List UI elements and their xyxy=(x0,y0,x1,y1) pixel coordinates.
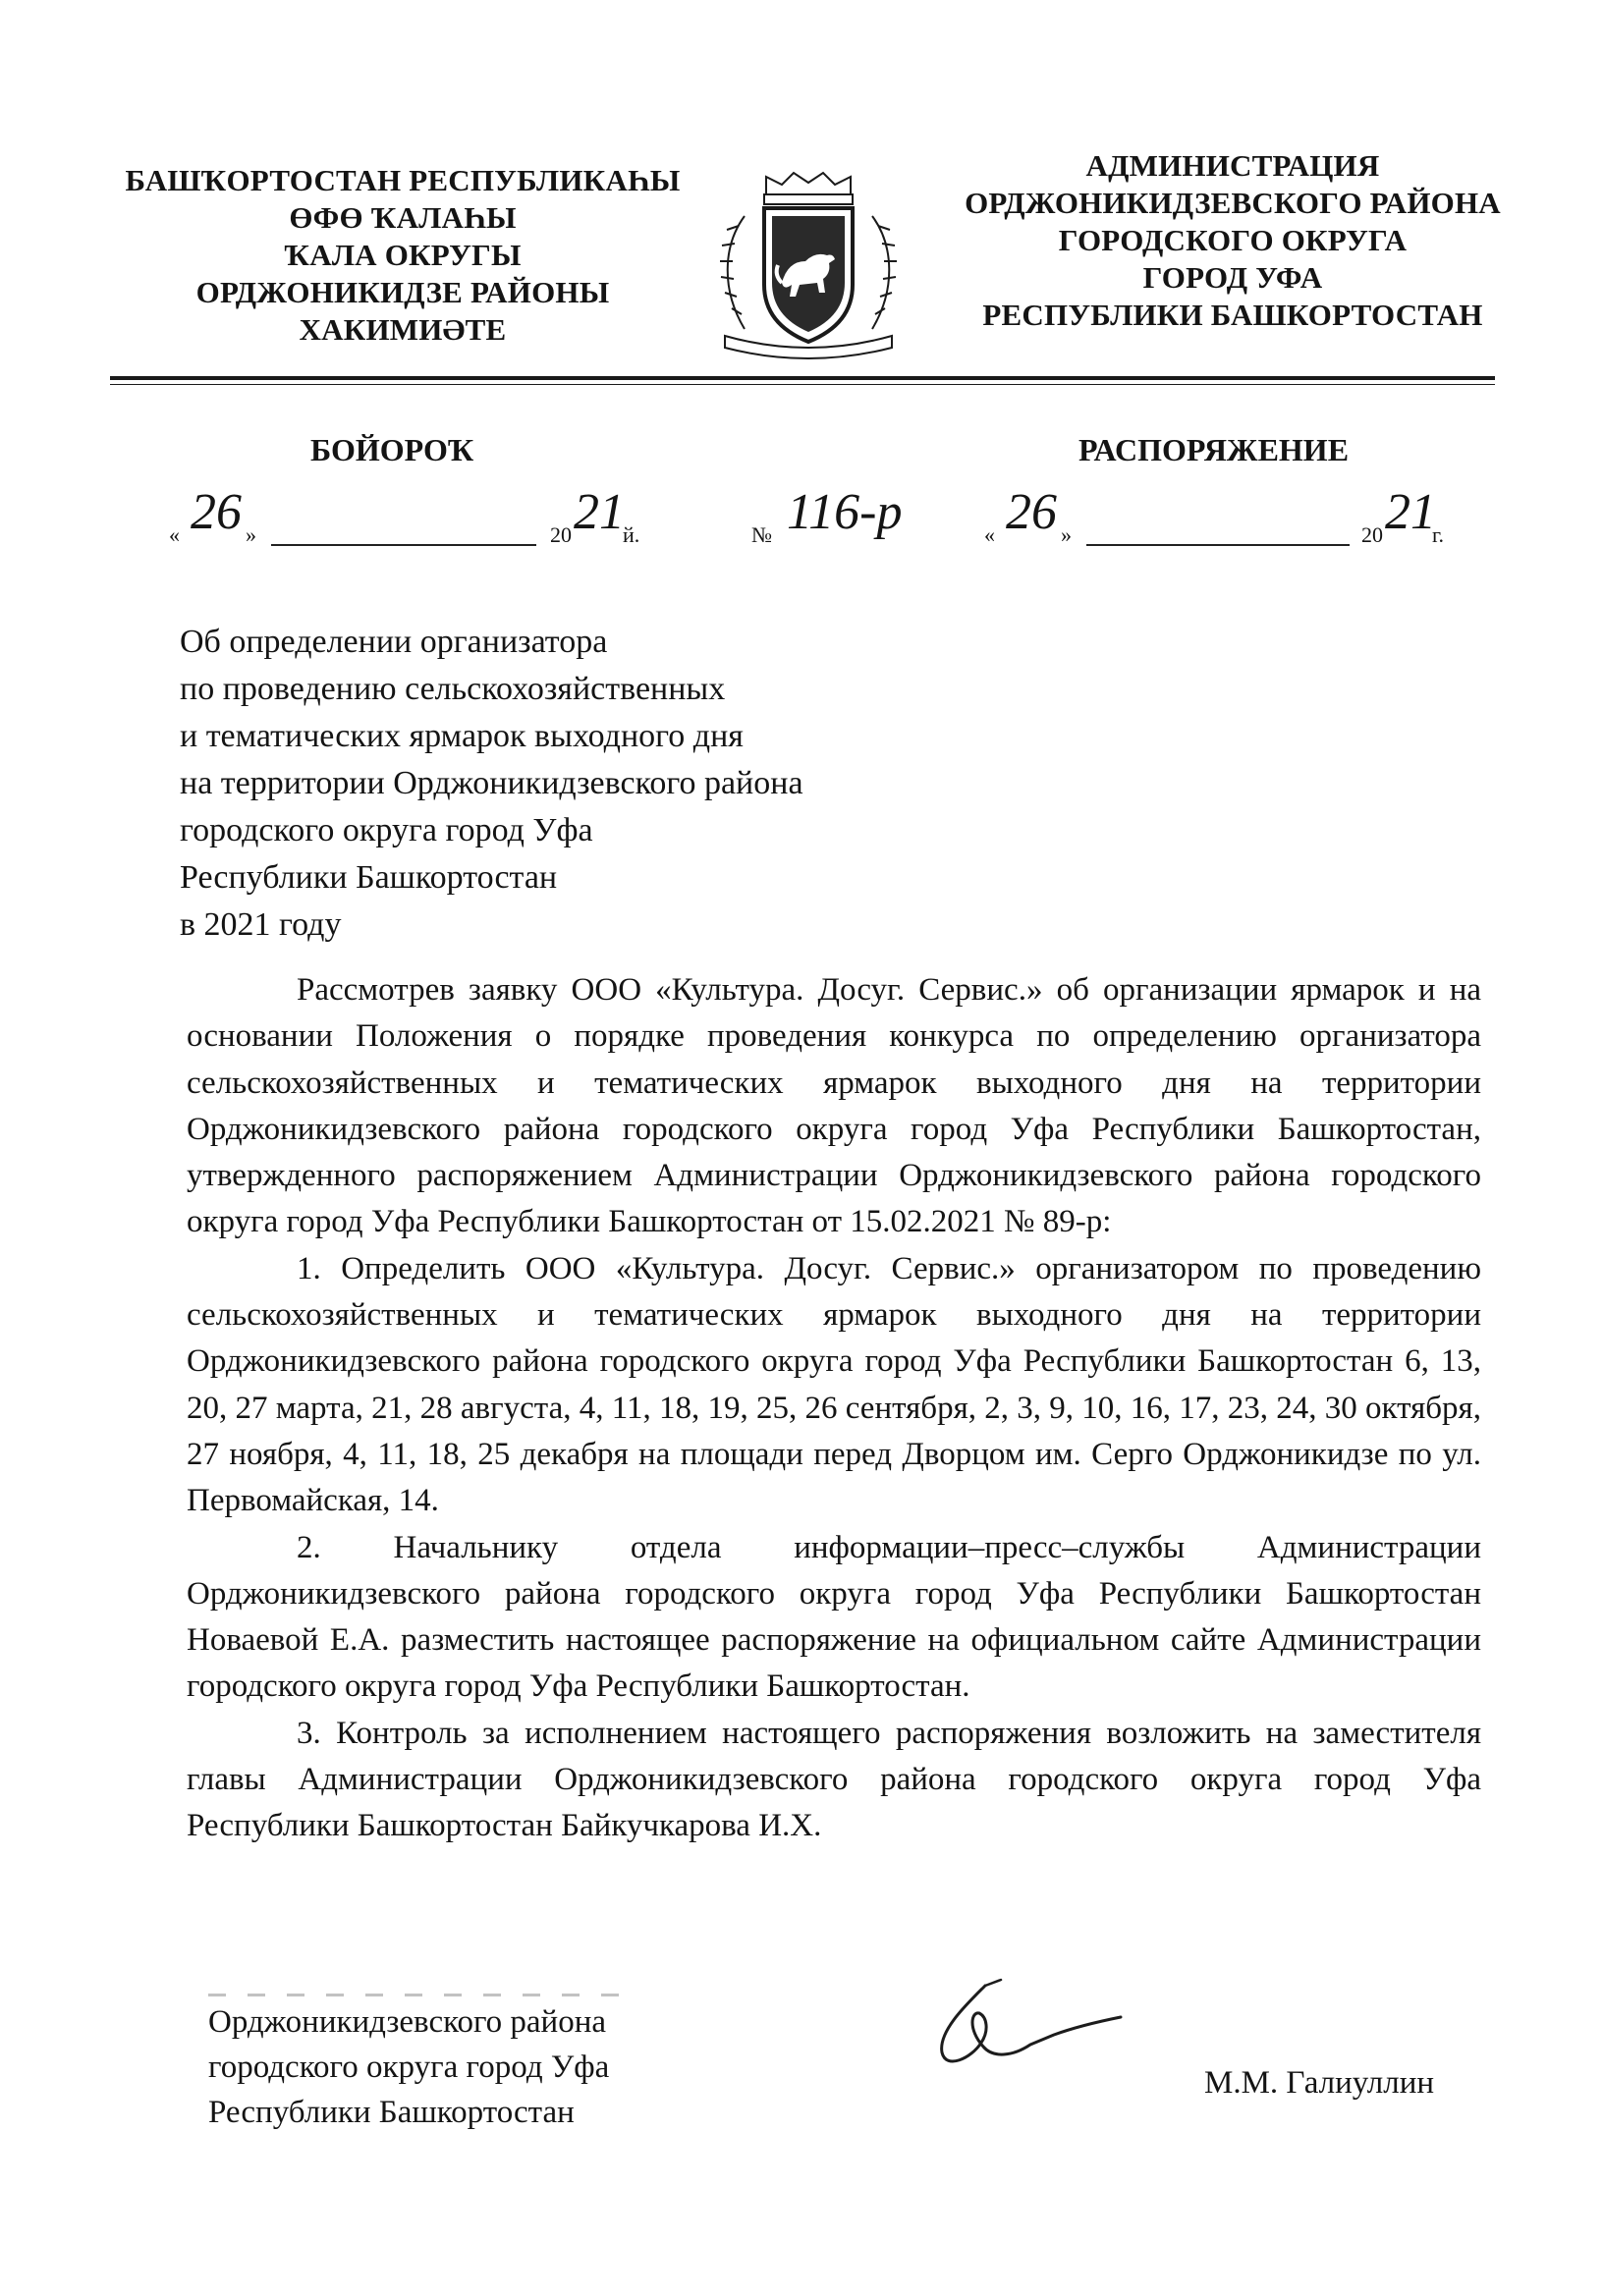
signature-icon xyxy=(928,1974,1134,2082)
date-right xyxy=(984,483,1475,552)
header-right-line: АДМИНИСТРАЦИЯ xyxy=(1085,148,1380,183)
document-number xyxy=(751,483,938,552)
title-line: и тематических ярмарок выходного дня xyxy=(180,718,744,754)
date-left-blank xyxy=(271,544,536,546)
header-left-line: ХАКИМИӘТЕ xyxy=(299,312,507,347)
date-right-year-prefix: 20 xyxy=(1361,522,1383,547)
date-left xyxy=(169,483,660,552)
signature-position xyxy=(208,1999,798,2135)
header-left-block xyxy=(103,162,702,349)
title-line: Об определении организатора xyxy=(180,624,608,660)
date-left-day: 26 xyxy=(191,484,242,540)
doc-type-bashkir: БОЙОРОҠ xyxy=(310,432,474,467)
date-right-year-suffix: 21 xyxy=(1385,484,1436,540)
signatory-name: М.М. Галиуллин xyxy=(1204,2065,1435,2101)
date-right-blank xyxy=(1086,544,1350,546)
header-rule-thick xyxy=(110,376,1495,380)
date-right-day: 26 xyxy=(1006,484,1057,540)
date-left-year-suffix: 21 xyxy=(574,484,625,540)
body-intro-paragraph: Рассмотрев заявку ООО «Культура. Досуг. Сервис.» об организации ярмарок и на основании Положения о порядке проведения конкурса по определению организатора сельскохозяйственных и тематических ярмарок выходного дня на территории Орджоникидзевского района городского округа город Уфа Республики Башкортостан, утвержденного распоряжением Администрации Орджоникидзевского района городского округа город Уфа Республики Башкортостан от 15.02.2021 № 89-р: xyxy=(187,972,1481,1240)
header-rule-thin xyxy=(110,384,1495,385)
body-item-2: 2. Начальнику отдела информации–пресс–службы Администрации Орджоникидзевского района городского округа город Уфа Республики Башкортостан Новаевой Е.А. разместить настоящее распоряжение на официальном сайте Администрации городского округа город Уфа Республики Башкортостан. xyxy=(187,1529,1481,1705)
number-label: № xyxy=(751,522,772,547)
header-right-line: ГОРОДСКОГО ОКРУГА xyxy=(1058,223,1408,257)
position-line: Республики Башкортостан xyxy=(208,2095,575,2130)
position-line: городского округа город Уфа xyxy=(208,2050,610,2085)
header-right-line: ОРДЖОНИКИДЗЕВСКОГО РАЙОНА xyxy=(965,186,1501,220)
title-line: в 2021 году xyxy=(180,906,342,943)
handwritten-signature xyxy=(928,1974,1134,2082)
date-left-open-quote: « xyxy=(169,522,180,547)
date-right-open-quote: « xyxy=(984,522,995,547)
emblem-icon xyxy=(705,167,912,363)
title-line: городского округа город Уфа xyxy=(180,812,593,848)
title-line: на территории Орджоникидзевского района xyxy=(180,765,803,801)
header-right-line: РЕСПУБЛИКИ БАШКОРТОСТАН xyxy=(982,298,1483,332)
header-right-line: ГОРОД УФА xyxy=(1142,260,1323,295)
date-left-close-quote: » xyxy=(246,522,256,547)
faded-line-mark xyxy=(208,1994,640,1996)
header-right-block xyxy=(918,147,1547,334)
date-left-year-unit: й. xyxy=(623,522,640,547)
date-right-close-quote: » xyxy=(1061,522,1072,547)
header-left-line: ҠАЛА ОКРУГЫ xyxy=(284,238,522,272)
doc-type-russian: РАСПОРЯЖЕНИЕ xyxy=(1078,432,1350,467)
document-title xyxy=(180,619,966,949)
date-left-year-prefix: 20 xyxy=(550,522,572,547)
title-line: Республики Башкортостан xyxy=(180,859,558,896)
number-value: 116-р xyxy=(787,484,903,540)
header-left-line: ӨФӨ ҠАЛАҺЫ xyxy=(289,200,517,235)
header-left-line: ОРДЖОНИКИДЗЕ РАЙОНЫ xyxy=(195,275,610,309)
title-line: по проведению сельскохозяйственных xyxy=(180,671,726,707)
body-item-3: 3. Контроль за исполнением настоящего распоряжения возложить на заместителя главы Администрации Орджоникидзевского района городского округа город Уфа Республики Башкортостан Байкучкарова И.Х. xyxy=(187,1715,1481,1844)
header-left-line: БАШҠОРТОСТАН РЕСПУБЛИКАҺЫ xyxy=(125,163,681,197)
body-item-1: 1. Определить ООО «Культура. Досуг. Сервис.» организатором по проведению сельскохозяйственных и тематических ярмарок выходного дня на территории Орджоникидзевского района городского округа город Уфа Республики Башкортостан 6, 13, 20, 27 марта, 21, 28 августа, 4, 11, 18, 19, 25, 26 сентября, 2, 3, 9, 10, 16, 17, 23, 24, 30 октября, 27 ноября, 4, 11, 18, 25 декабря на площади перед Дворцом им. Серго Орджоникидзе по ул. Первомайская, 14. xyxy=(187,1250,1481,1519)
date-right-year-unit: г. xyxy=(1432,522,1445,547)
position-line: Орджоникидзевского района xyxy=(208,2004,607,2040)
document-body xyxy=(187,967,1481,1850)
coat-of-arms-emblem xyxy=(705,167,912,363)
